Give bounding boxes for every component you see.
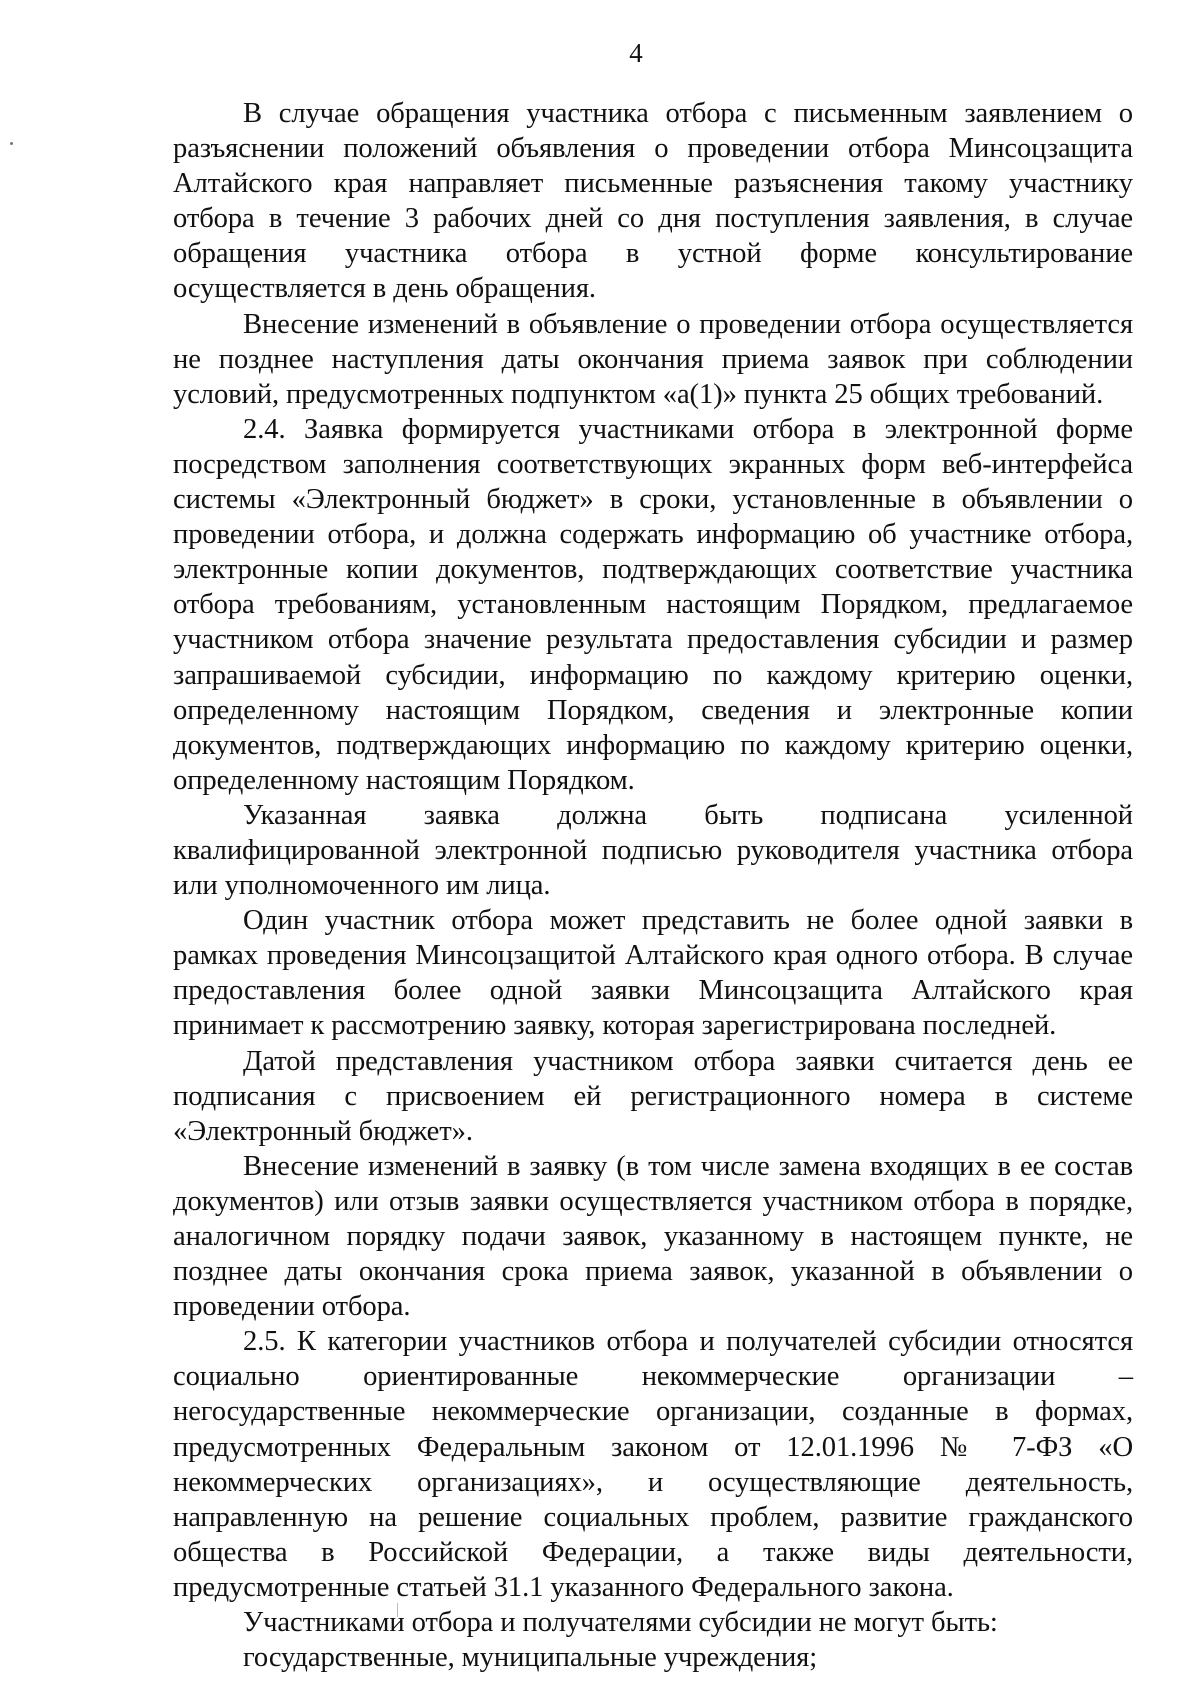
- paragraph-2-4-application-form: 2.4. Заявка формируется участниками отбора в электронной форме посредством заполнения соответствующих экранных форм веб-интерфейса системы «Электронный бюджет» в сроки, установленные в объявлении о проведении отбора, и должна содержать информацию об участнике отбора, электронные копии документов, подтверждающих соответствие участника отбора требованиям, установленным настоящим Порядком, предлагаемое участником отбора значение результата предоставления субсидии и размер запрашиваемой субсидии, информацию по каждому критерию оценки, определенному настоящим Порядком, сведения и электронные копии документов, подтверждающих информацию по каждому критерию оценки, определенному настоящим Порядком.: [173, 413, 1133, 796]
- paragraph-excluded-item-1: государственные, муниципальные учреждения;: [243, 1642, 818, 1674]
- scan-artifact-dot: [10, 142, 13, 145]
- paragraph-submission-date: Датой представления участником отбора заявки считается день ее подписания с присвоением ей регистрационного номера в системе «Электронный бюджет».: [173, 1045, 1133, 1147]
- page-number: 4: [629, 38, 643, 68]
- paragraph-single-application: Один участник отбора может представить не более одной заявки в рамках проведения Минсоцзащитой Алтайского края одного отбора. В случае предоставления более одной заявки Минсоцзащита Алтайского края принимает к рассмотрению заявку, которая зарегистрирована последней.: [173, 905, 1133, 1042]
- paragraph-clarification-requests: В случае обращения участника отбора с письменным заявлением о разъяснении положений объявления о проведении отбора Минсоцзащита Алтайского края направляет письменные разъяснения такому участнику отбора в течение 3 рабочих дней со дня поступления заявления, в случае обращения участника отбора в устной форме консультирование осуществляется в день обращения.: [173, 98, 1133, 305]
- paragraph-2-5-participant-category: 2.5. К категории участников отбора и получателей субсидии относятся социально ориентированные некоммерческие организации – негосударственные некоммерческие организации, созданные в формах, предусмотренных Федеральным законом от 12.01.1996 № 7-ФЗ «О некоммерческих организациях», и осуществляющие деятельность, направленную на решение социальных проблем, развитие гражданского общества в Российской Федерации, а также виды деятельности, предусмотренные статьей 31.1 указанного Федерального закона.: [173, 1326, 1133, 1603]
- paragraph-excluded-participants: Участниками отбора и получателями субсидии не могут быть:: [243, 1607, 998, 1639]
- document-body: [173, 96, 1133, 1675]
- paragraph-application-changes: Внесение изменений в заявку (в том числе замена входящих в ее состав документов) или отзыв заявки осуществляется участником отбора в порядке, аналогичном порядку подачи заявок, указанному в настоящем пункте, не позднее даты окончания срока приема заявок, указанной в объявлении о проведении отбора.: [173, 1150, 1133, 1323]
- paragraph-announcement-changes: Внесение изменений в объявление о проведении отбора осуществляется не позднее наступления даты окончания приема заявок при соблюдении условий, предусмотренных подпунктом «а(1)» пункта 25 общих требований.: [173, 308, 1133, 410]
- paragraph-application-signature: Указанная заявка должна быть подписана усиленной квалифицированной электронной подписью руководителя участника отбора или уполномоченного им лица.: [173, 799, 1133, 902]
